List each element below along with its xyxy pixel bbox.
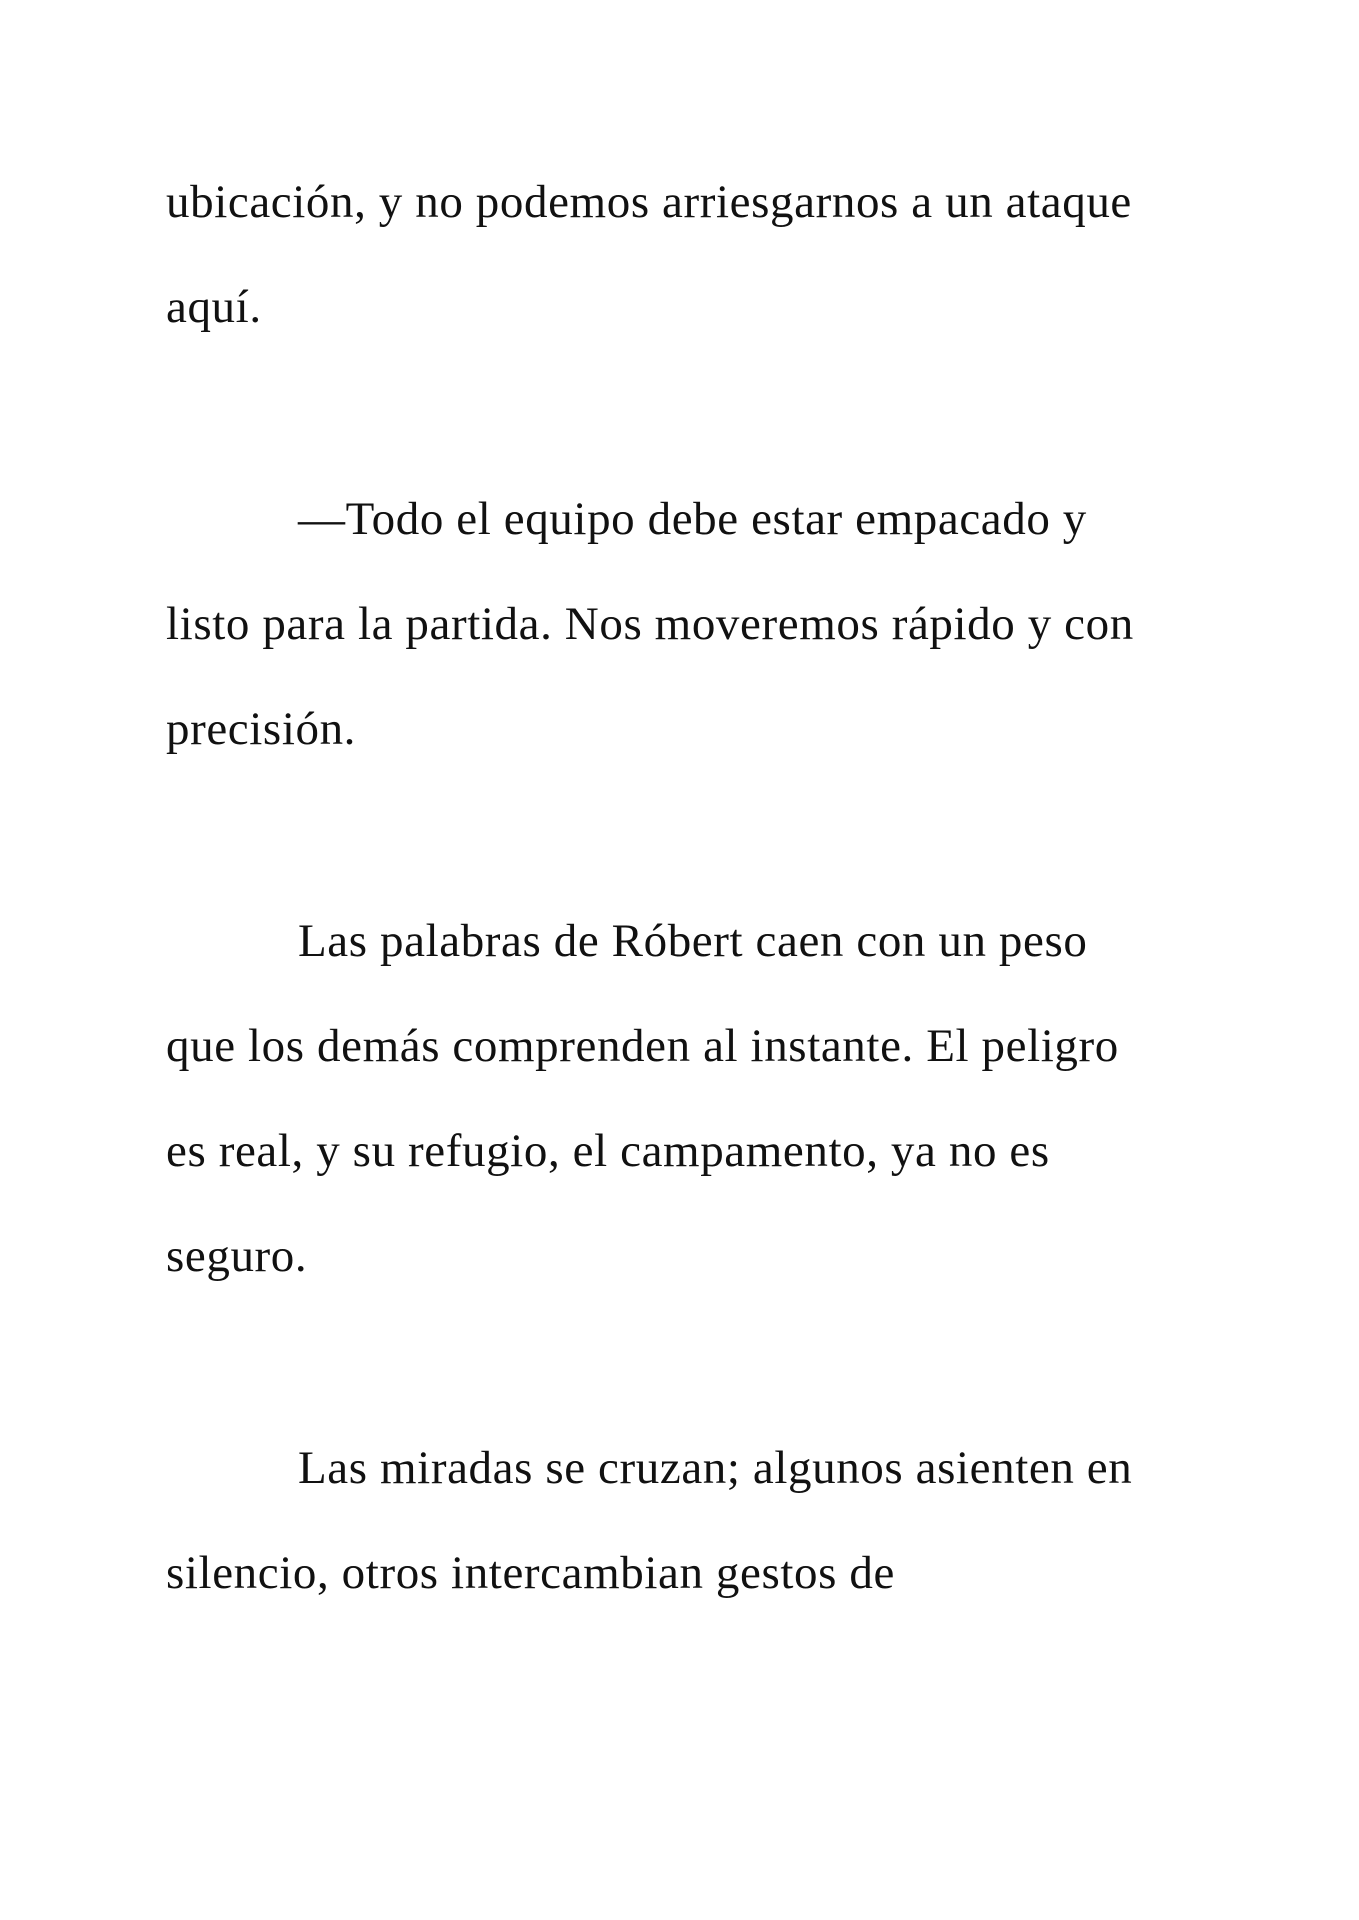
paragraph-3-line-3: es real, y su refugio, el campamento, ya no es xyxy=(166,1125,1050,1177)
paragraph-1-line-1: ubicación, y no podemos arriesgarnos a un ataque xyxy=(166,176,1132,228)
paragraph-3-line-1: Las palabras de Róbert caen con un peso xyxy=(298,915,1088,967)
paragraph-2-line-3: precisión. xyxy=(166,703,357,755)
paragraph-3-line-2: que los demás comprenden al instante. El peligro xyxy=(166,1020,1119,1072)
paragraph-3-line-4: seguro. xyxy=(166,1230,308,1282)
paragraph-1-line-2: aquí. xyxy=(166,281,262,333)
paragraph-2-line-1: —Todo el equipo debe estar empacado y xyxy=(298,493,1087,545)
paragraph-2-line-2: listo para la partida. Nos moveremos rápido y con xyxy=(166,598,1134,650)
paragraph-4-line-1: Las miradas se cruzan; algunos asienten en xyxy=(298,1442,1133,1494)
paragraph-4-line-2: silencio, otros intercambian gestos de xyxy=(166,1547,895,1599)
